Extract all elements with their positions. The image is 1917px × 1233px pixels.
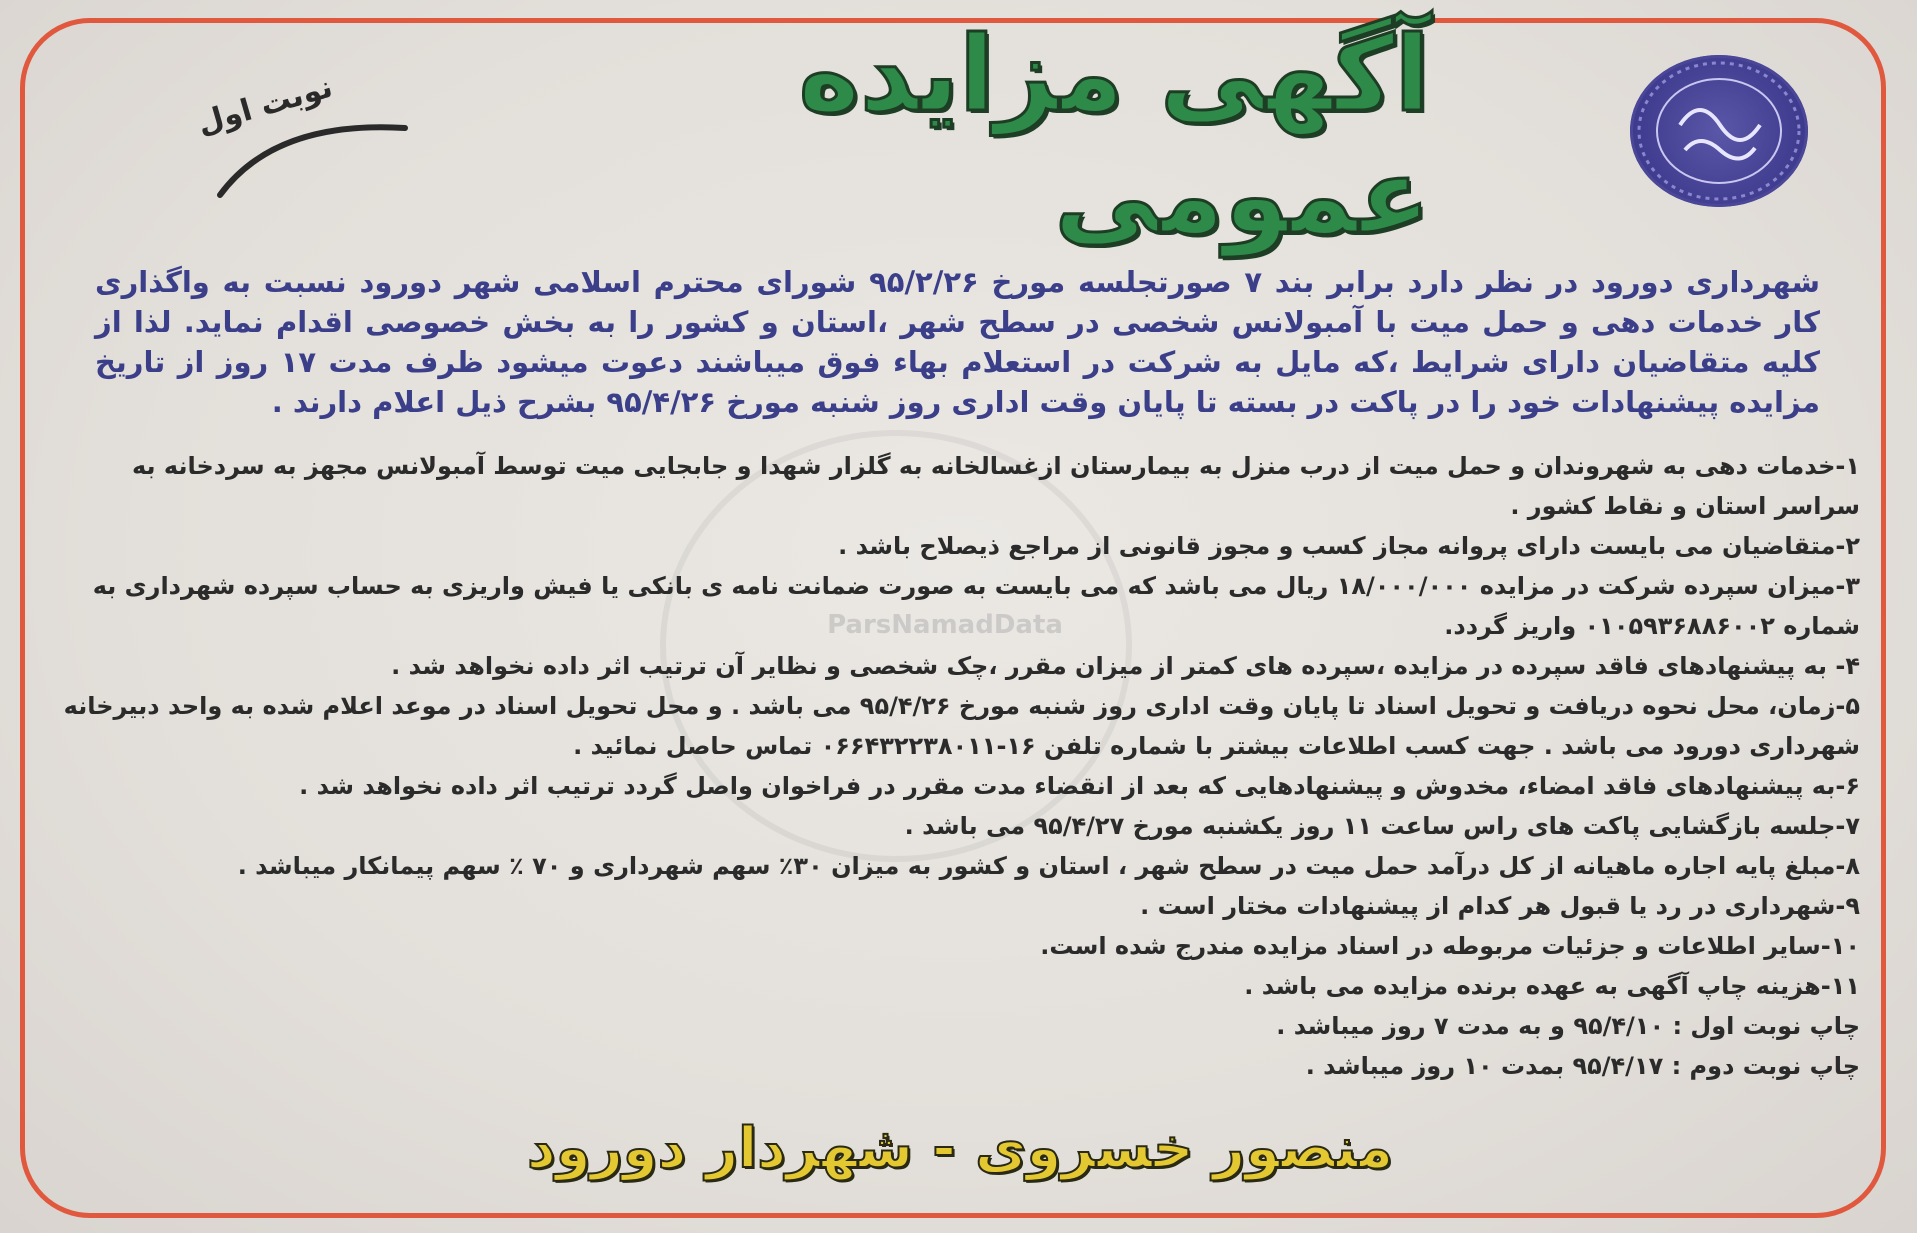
- list-item: ۳-میزان سپرده شرکت در مزایده ۱۸/۰۰۰/۰۰۰ ریال می باشد که می بایست به صورت ضمانت نامه ی بانکی یا فیش واریزی به حساب سپرده شهرداری به شماره ۰۱۰۵۹۳۶۸۸۶۰۰۲ واریز گردد.: [92, 572, 1860, 640]
- signature-line: منصور خسروی - شهردار دورود: [527, 1115, 1393, 1181]
- list-item: ۸-مبلغ پایه اجاره ماهیانه از کل درآمد حمل میت در سطح شهر ، استان و کشور به میزان ۳۰٪ سهم شهرداری و ۷۰ ٪ سهم پیمانکار میباشد .: [237, 852, 1860, 880]
- list-item: چاپ نوبت اول : ۹۵/۴/۱۰ و به مدت ۷ روز میباشد .: [1276, 1012, 1860, 1040]
- municipality-seal-icon: [1630, 55, 1808, 207]
- list-item: ۱۰-سایر اطلاعات و جزئیات مربوطه در اسناد مزایده مندرج شده است.: [1040, 932, 1860, 960]
- round-label: نوبت اول: [193, 69, 337, 142]
- conditions-list: [60, 446, 1860, 1086]
- list-item: ۷-جلسه بازگشایی پاکت های راس ساعت ۱۱ روز یکشنبه مورخ ۹۵/۴/۲۷ می باشد .: [904, 812, 1860, 840]
- swoosh-decoration: [215, 110, 415, 200]
- intro-paragraph: شهرداری دورود در نظر دارد برابر بند ۷ صورتجلسه مورخ ۹۵/۲/۲۶ شورای محترم اسلامی شهر دورود نسبت به واگذاری کار خدمات دهی و حمل میت با آمبولانس شخصی در سطح شهر ،استان و کشور را به بخش خصوصی اقدام نماید. لذا از کلیه متقاضیان دارای شرایط ،که مایل به شرکت در استعلام بهاء فوق میباشند دعوت میشود ظرف مدت ۱۷ روز از تاریخ مزایده پیشنهادات خود را در پاکت در بسته تا پایان وقت اداری روز شنبه مورخ ۹۵/۴/۲۶ بشرح ذیل اعلام دارند .: [95, 265, 1821, 419]
- list-item: ۵-زمان، محل نحوه دریافت و تحویل اسناد تا پایان وقت اداری روز شنبه مورخ ۹۵/۴/۲۶ می باشد . و محل تحویل اسناد در موعد اعلام شده به واحد دبیرخانه شهرداری دورود می باشد . جهت کسب اطلاعات بیشتر با شماره تلفن ۱۶-۰۶۶۴۳۲۲۳۸۰۱۱ تماس حاصل نمائید .: [63, 692, 1860, 760]
- list-item: ۶-به پیشنهادهای فاقد امضاء، مخدوش و پیشنهادهایی که بعد از انقضاء مدت مقرر در فراخوان واصل گردد ترتیب اثر داده نخواهد شد .: [299, 772, 1860, 800]
- list-item: ۲-متقاضیان می بایست دارای پروانه مجاز کسب و مجوز قانونی از مراجع ذیصلاح باشد .: [838, 532, 1860, 560]
- ad-headline: آگهی مزایده عمومی: [798, 13, 1430, 257]
- list-item: ۴- به پیشنهادهای فاقد سپرده در مزایده ،سپرده های کمتر از میزان مقرر ،چک شخصی و نظایر آن ترتیب اثر داده نخواهد شد .: [391, 652, 1860, 680]
- list-item: ۹-شهرداری در رد یا قبول هر کدام از پیشنهادات مختار است .: [1140, 892, 1860, 920]
- watermark-text: ParsNamadData: [827, 610, 1063, 640]
- list-item: ۱۱-هزینه چاپ آگهی به عهده برنده مزایده می باشد .: [1244, 972, 1860, 1000]
- list-item: ۱-خدمات دهی به شهروندان و حمل میت از درب منزل به بیمارستان ازغسالخانه به گلزار شهدا و جابجایی میت توسط آمبولانس مجهز به سردخانه به سراسر استان و نقاط کشور .: [131, 452, 1860, 520]
- list-item: چاپ نوبت دوم : ۹۵/۴/۱۷ بمدت ۱۰ روز میباشد .: [1305, 1052, 1860, 1080]
